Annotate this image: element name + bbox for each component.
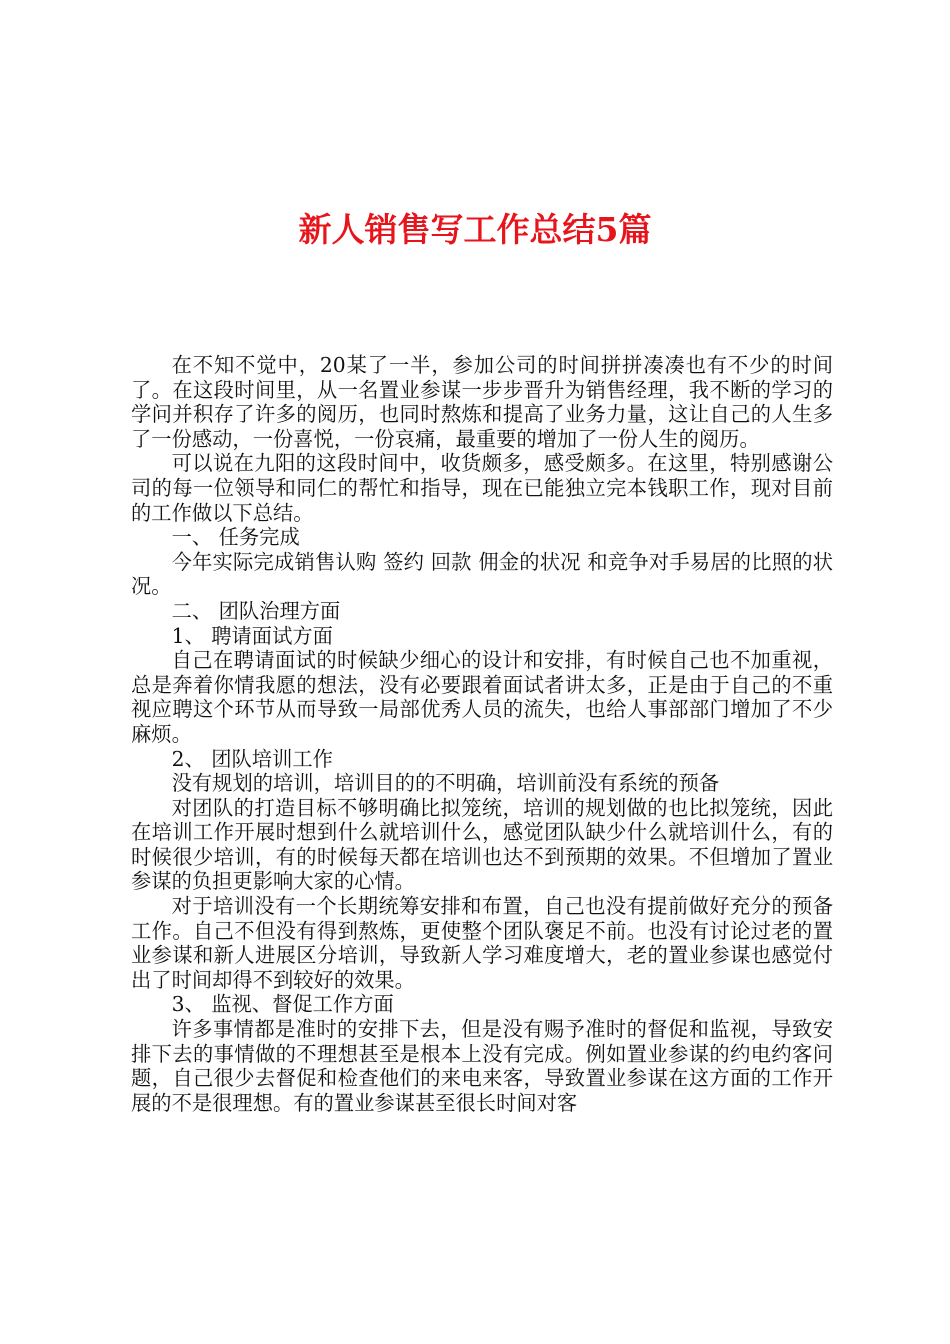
paragraph: 可以说在九阳的这段时间中，收货颇多，感受颇多。在这里，特别感谢公司的每一位领导和同仁的帮忙和指导，现在已能独立完本钱职工作，现对目前的工作做以下总结。 xyxy=(131,451,833,525)
document-body xyxy=(131,353,833,1115)
subsection-heading: 2、 团队培训工作 xyxy=(171,746,333,771)
paragraph: 没有规划的培训，培训目的的不明确，培训前没有系统的预备 xyxy=(171,771,720,796)
paragraph: 自己在聘请面试的时候缺少细心的设计和安排，有时候自己也不加重视，总是奔着你情我愿的想法，没有必要跟着面试者讲太多，正是由于自己的不重视应聘这个环节从而导致一局部优秀人员的流失，也给人事部部门增加了不少麻烦。 xyxy=(131,648,833,746)
section-heading: 一、 任务完成 xyxy=(171,525,300,550)
paragraph: 今年实际完成销售认购 签约 回款 佣金的状况 和竞争对手易居的比照的状况。 xyxy=(131,549,833,599)
paragraph: 在不知不觉中，20某了一半，参加公司的时间拼拼凑凑也有不少的时间了。在这段时间里，从一名置业参谋一步步晋升为销售经理，我不断的学习的学问并积存了许多的阅历，也同时熬炼和提高了业务力量，这让自己的人生多了一份感动，一份喜悦，一份哀痛，最重要的增加了一份人生的阅历。 xyxy=(131,353,833,451)
paragraph: 对团队的打造目标不够明确比拟笼统，培训的规划做的也比拟笼统，因此在培训工作开展时想到什么就培训什么，感觉团队缺少什么就培训什么，有的时候很少培训，有的时候每天都在培训也达不到预期的效果。不但增加了置业参谋的负担更影响大家的心情。 xyxy=(131,795,833,894)
section-heading: 二、 团队治理方面 xyxy=(171,598,341,623)
paragraph: 对于培训没有一个长期统筹安排和布置，自己也没有提前做好充分的预备工作。自己不但没有得到熬炼，更使整个团队褒足不前。也没有讨论过老的置业参谋和新人进展区分培训，导致新人学习难度增大，老的置业参谋也感觉付出了时间却得不到较好的效果。 xyxy=(131,894,833,992)
document-title: 新人销售写工作总结5篇 xyxy=(298,210,652,249)
subsection-heading: 3、 监视、督促工作方面 xyxy=(171,992,394,1017)
paragraph: 许多事情都是准时的安排下去，但是没有赐予准时的督促和监视，导致安排下去的事情做的不理想甚至是根本上没有完成。例如置业参谋的约电约客问题，自己很少去督促和检查他们的来电来客，导致置业参谋在这方面的工作开展的不是很理想。有的置业参谋甚至很长时间对客 xyxy=(131,1017,833,1115)
subsection-heading: 1、 聘请面试方面 xyxy=(171,623,333,648)
